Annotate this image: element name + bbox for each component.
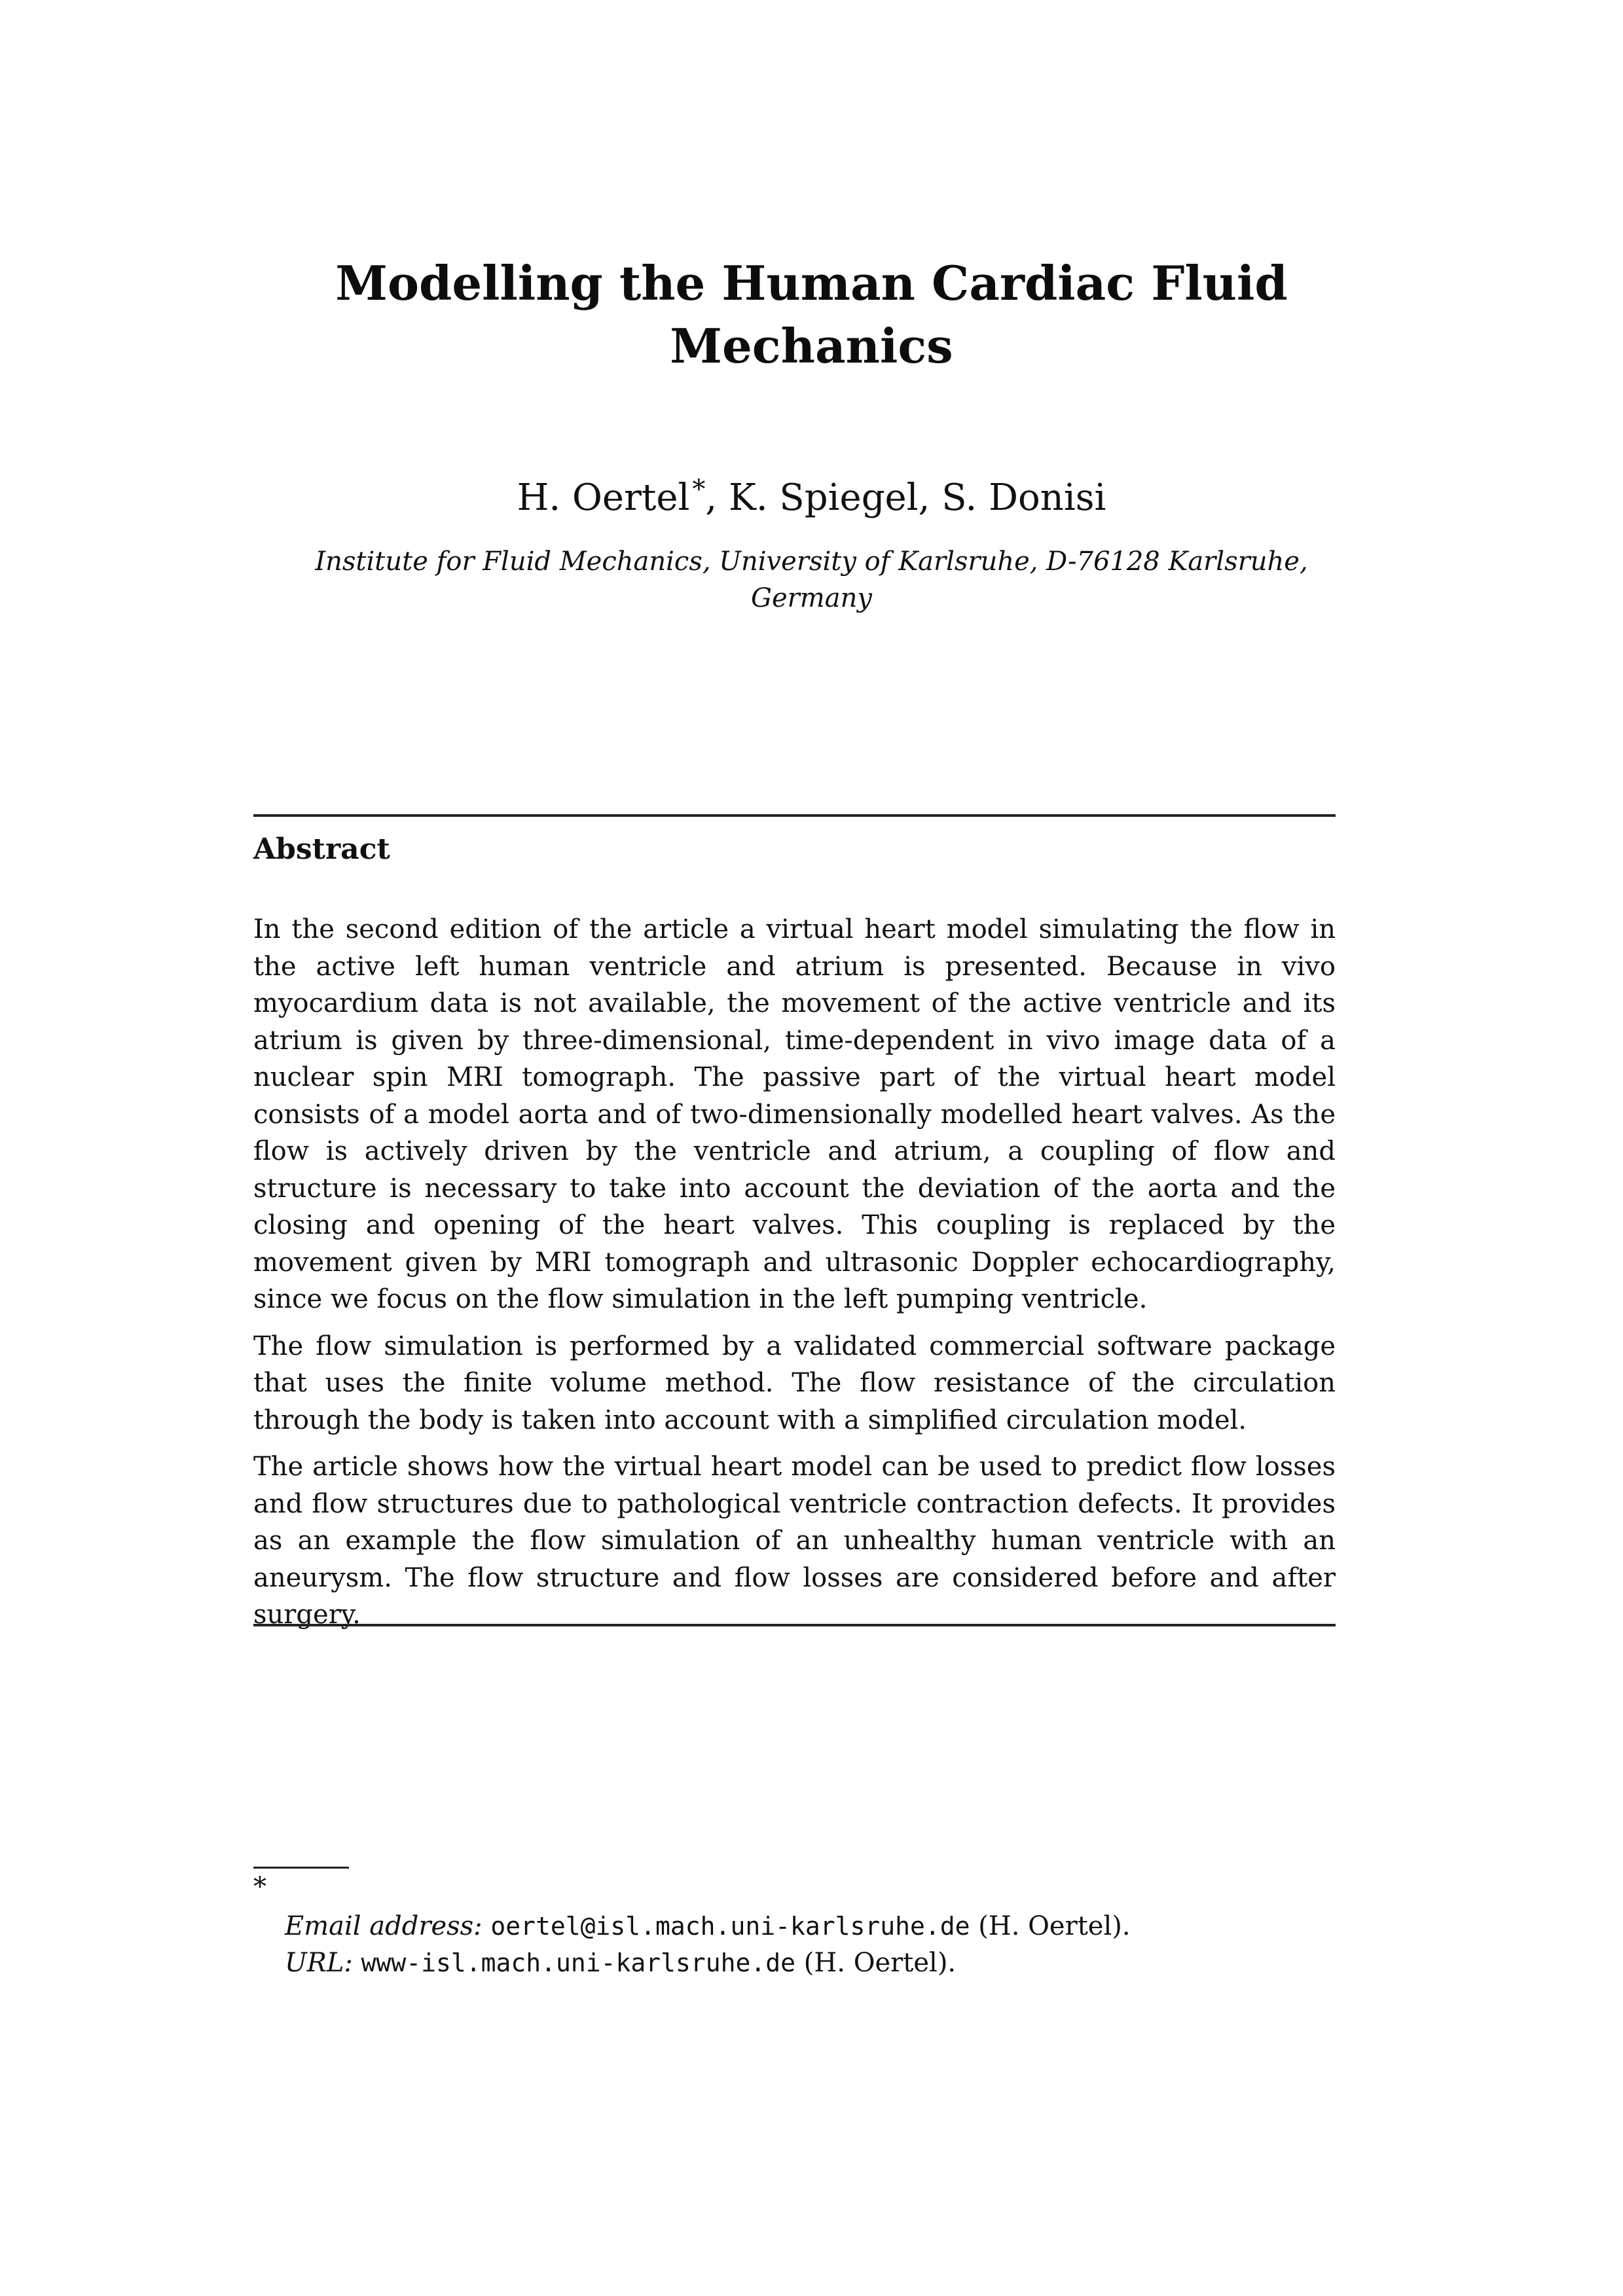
abstract-heading: Abstract	[253, 833, 390, 866]
footnote-mark: *	[253, 1872, 266, 1902]
corresponding-author-mark[interactable]: *	[692, 475, 706, 505]
affiliation-line-2: Germany	[751, 583, 872, 613]
footnote-email-line	[285, 1908, 1332, 1945]
url-link[interactable]: www-isl.mach.uni-karlsruhe.de	[361, 1948, 796, 1977]
title-line-2: Mechanics	[670, 318, 953, 374]
abstract-paragraph: The flow simulation is performed by a validated commercial software package that uses the finite volume method. The flow resistance of the circulation through the body is taken into account with a simplified circulation model.	[253, 1331, 1336, 1435]
abstract-bottom-rule	[253, 1624, 1336, 1626]
abstract-paragraph: In the second edition of the article a virtual heart model simulating the flow in the active left human ventricle and atrium is presented. Because in vivo myocardium data is not available, the movement of the active ventricle and its atrium is given by three-dimensional, time-dependent in vivo image data of a nuclear spin MRI tomograph. The passive part of the virtual heart model consists of a model aorta and of two-dimensionally modelled heart valves. As the flow is actively driven by the ventricle and atrium, a coupling of flow and structure is necessary to take into account the deviation of the aorta and the closing and opening of the heart valves. This coupling is replaced by the movement given by MRI tomograph and ultrasonic Doppler echocardiography, since we focus on the flow simulation in the left pumping ventricle.	[253, 914, 1336, 1314]
abstract-top-rule	[253, 814, 1336, 817]
affiliation	[0, 543, 1623, 617]
email-attribution: (H. Oertel).	[978, 1911, 1131, 1941]
email-link[interactable]: oertel@isl.mach.uni-karlsruhe.de	[490, 1912, 970, 1941]
author-others: , K. Spiegel, S. Donisi	[705, 476, 1106, 519]
affiliation-line-1: Institute for Fluid Mechanics, University of Karlsruhe, D-76128 Karlsruhe,	[315, 547, 1308, 577]
abstract-body	[253, 911, 1336, 1643]
footnote-url-line	[285, 1945, 1332, 1981]
author-oertel: H. Oertel	[517, 476, 690, 519]
url-label: URL:	[285, 1948, 353, 1978]
footnote	[285, 1908, 1332, 1981]
footnote-rule	[253, 1867, 349, 1869]
email-label: Email address:	[285, 1911, 483, 1941]
title-line-1: Modelling the Human Cardiac Fluid	[335, 255, 1288, 311]
paper-title	[0, 252, 1623, 378]
author-list	[0, 466, 1623, 522]
abstract-paragraph: The article shows how the virtual heart model can be used to predict flow losses and flow structures due to pathological ventricle contraction defects. It provides as an example the flow simulation of an unhealthy human ventricle with an aneurysm. The flow structure and flow losses are considered before and after surgery.	[253, 1452, 1336, 1630]
url-attribution: (H. Oertel).	[803, 1948, 957, 1978]
